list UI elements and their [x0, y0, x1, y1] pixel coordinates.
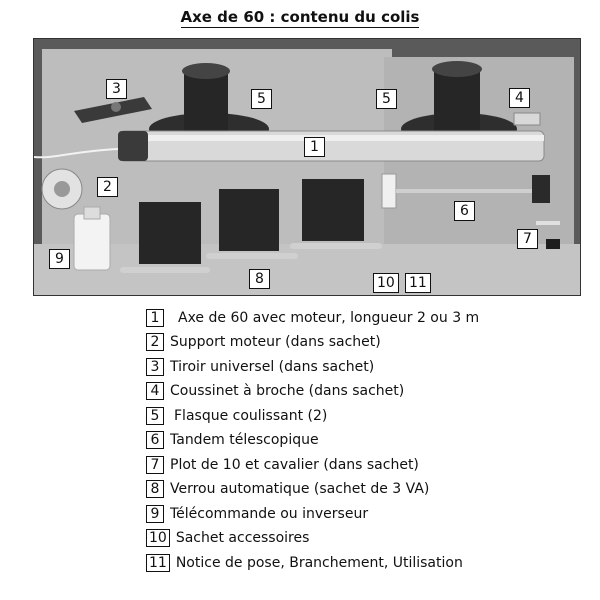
legend-item-3 [146, 356, 374, 376]
legend-text: Notice de pose, Branchement, Utilisation [175, 554, 463, 571]
document-title [0, 8, 600, 26]
legend-item-8 [146, 479, 429, 499]
legend-text: Sachet accessoires [175, 530, 310, 546]
legend-number: 1 [146, 309, 164, 327]
legend-item-7 [146, 454, 419, 474]
photo-label-1: 1 [304, 137, 325, 157]
support-moteur-shape [42, 169, 82, 209]
legend-text: Tiroir universel (dans sachet) [170, 358, 375, 375]
legend-item-4 [146, 381, 404, 401]
legend-text: Flasque coulissant (2) [174, 407, 328, 424]
legend-item-10 [146, 528, 309, 548]
photo-label-3: 3 [106, 79, 127, 99]
photo-label-6: 6 [454, 201, 475, 221]
legend-text: Télécommande ou inverseur [170, 505, 369, 522]
photo-label-7: 7 [517, 229, 538, 249]
legend-number: 7 [146, 456, 164, 474]
legend-text: Coussinet à broche (dans sachet) [170, 383, 405, 399]
legend-number: 8 [146, 480, 164, 498]
legend-number: 5 [146, 407, 164, 425]
legend-text: Tandem télescopique [170, 432, 319, 448]
legend-number: 6 [146, 431, 164, 449]
legend-number: 10 [146, 529, 170, 547]
coussinet-shape [514, 113, 540, 125]
package-contents-photo [33, 38, 581, 296]
legend-number: 2 [146, 333, 164, 351]
photo-label-8: 8 [249, 269, 270, 289]
legend-item-5 [146, 405, 327, 425]
photo-label-10: 10 [373, 273, 399, 293]
legend-text: Plot de 10 et cavalier (dans sachet) [170, 456, 419, 473]
telecommande-shape [74, 207, 110, 270]
legend-item-1 [146, 307, 479, 327]
photo-label-5a: 5 [251, 89, 272, 109]
photo-illustration [34, 39, 580, 295]
legend-item-9 [146, 503, 368, 523]
legend-number: 3 [146, 358, 164, 376]
legend-text: Support moteur (dans sachet) [170, 334, 381, 350]
legend-item-6 [146, 430, 319, 450]
legend-text: Verrou automatique (sachet de 3 VA) [170, 481, 430, 497]
photo-label-2: 2 [97, 177, 118, 197]
legend-number: 9 [146, 505, 164, 523]
photo-label-4: 4 [509, 88, 530, 108]
table-surface [34, 244, 580, 295]
photo-label-5b: 5 [376, 89, 397, 109]
legend-item-11 [146, 552, 463, 572]
legend-text: Axe de 60 avec moteur, longueur 2 ou 3 m [178, 309, 480, 326]
legend-item-2 [146, 332, 381, 352]
legend-number: 11 [146, 554, 170, 572]
legend-number: 4 [146, 382, 164, 400]
document-title-text: Axe de 60 : contenu du colis [180, 8, 420, 26]
photo-label-9: 9 [49, 249, 70, 269]
photo-label-11: 11 [405, 273, 431, 293]
